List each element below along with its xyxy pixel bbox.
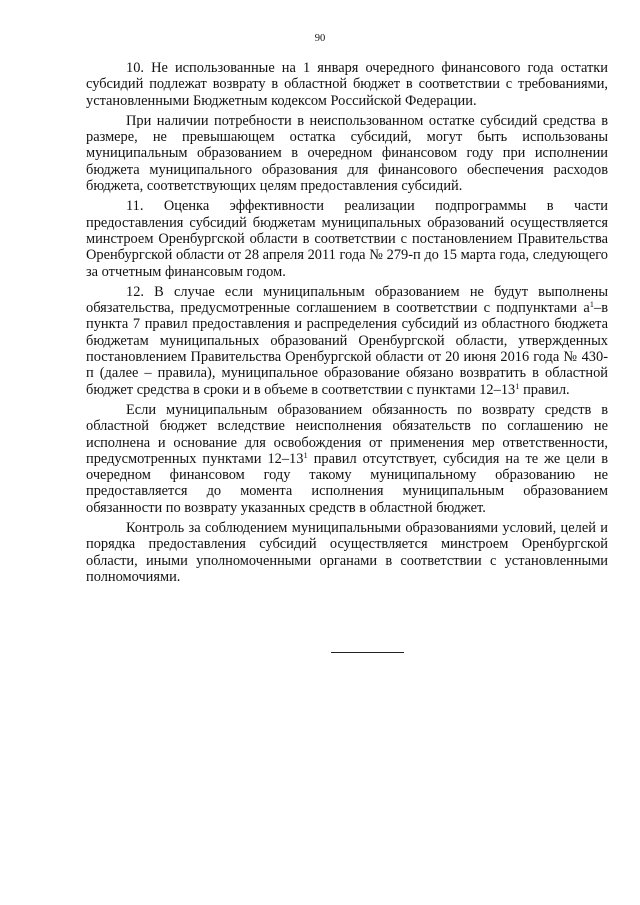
paragraph-12-part-3: правил. xyxy=(519,381,570,398)
paragraph-12-part-2: –в пункта 7 правил предоставления и распределения субсидий из областного бюджета бюджетам муниципальных образований Оренбургской области, утвержденных постановлением Правительства Оренбургской области от 20 июня 2016 года № 430-п (далее – правила), муниципальное образование обязано возвратить в областной бюджет средства в сроки и в объеме в соответствии с пунктами 12–13 xyxy=(86,300,608,398)
paragraph-12 xyxy=(86,284,608,398)
paragraph-10: 10. Не использованные на 1 января очередного финансового года остатки субсидий подлежат возврату в областной бюджет в соответствии с требованиями, установленными Бюджетным кодексом Российской Федерации. xyxy=(86,60,608,109)
paragraph-14: Контроль за соблюдением муниципальными образованиями условий, целей и порядка предоставления субсидий осуществляется минстроем Оренбургской области, иными уполномоченными органами в соответствии с установленными полномочиями. xyxy=(86,520,608,585)
paragraph-11: 11. Оценка эффективности реализации подпрограммы в части предоставления субсидий бюджетам муниципальных образований осуществляется минстроем Оренбургской области в соответствии с постановлением Правительства Оренбургской области от 28 апреля 2011 года № 279-п до 15 марта года, следующего за отчетным финансовым годом. xyxy=(86,198,608,280)
superscript: 1 xyxy=(589,299,594,310)
paragraph-10-continuation: При наличии потребности в неиспользованном остатке субсидий средства в размере, не превышающем остатка субсидий, могут быть использованы муниципальным образованием в очередном финансовом году при исполнении бюджета муниципального образования для финансового обеспечения расходов бюджета, соответствующих целям предоставления субсидий. xyxy=(86,112,608,195)
paragraph-13-part-1: Если муниципальным образованием обязанность по возврату средств в областной бюджет вследствие неисполнения обязательств по соглашению не исполнена и основание для освобождения от применения мер ответственности, предусмотренных пунктами 12–13 xyxy=(86,401,608,467)
document-body xyxy=(86,60,608,589)
page-number: 90 xyxy=(314,33,326,44)
paragraph-12-part-1: 12. В случае если муниципальным образованием не будут выполнены обязательства, предусмотренные соглашением в соответствии с подпунктами а xyxy=(86,283,608,317)
superscript: 1 xyxy=(303,449,308,460)
closing-divider-line xyxy=(331,652,404,653)
paragraph-13-part-2: правил отсутствует, субсидия на те же цели в очередном финансовом году такому муниципальному образованию не предоставляется до момента исполнения муниципальным образованием обязанности по возврату указанных средств в областной бюджет. xyxy=(86,450,609,516)
paragraph-13 xyxy=(86,402,608,516)
superscript: 1 xyxy=(515,380,520,391)
